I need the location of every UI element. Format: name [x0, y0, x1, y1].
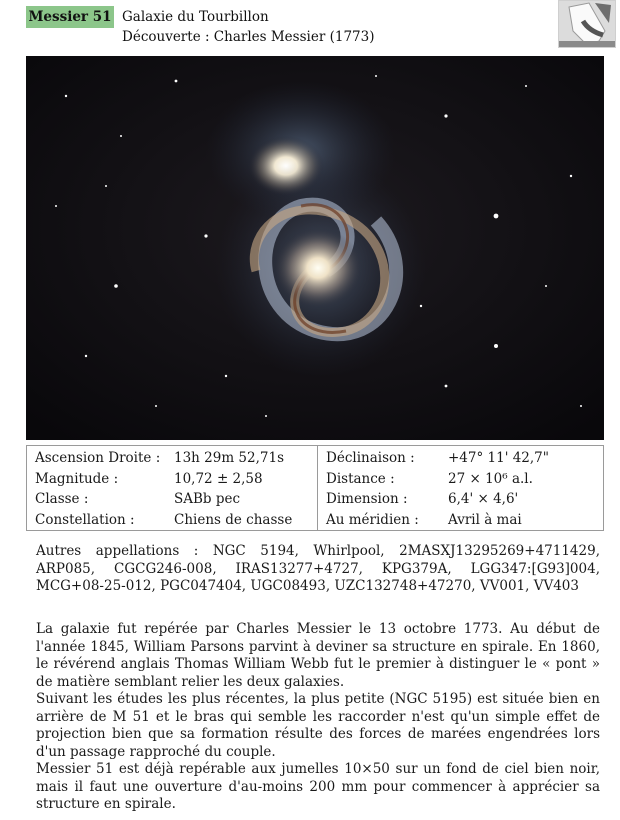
object-name: Galaxie du Tourbillon: [122, 9, 269, 25]
value-constellation: Chiens de chasse: [174, 512, 293, 528]
description-paragraph-1: La galaxie fut repérée par Charles Messier le 13 octobre 1773. Au début de l'année 1845, William Parsons parvint à deviner sa structure en spirale. En 1860, le révérend anglais Thomas William Webb fut le premier à distinguer le « pont » de matière semblant relier les deux galaxies.: [36, 621, 600, 690]
description-paragraph-2: Suivant les études les plus récentes, la plus petite (NGC 5195) est située bien en arrière de M 51 et le bras qui semble les raccorder n'est qu'un simple effet de projection bien que sa formation résulte des forces de marées engendrées lors d'un passage rapproché du couple.: [36, 691, 600, 760]
label-meridian: Au méridien :: [326, 512, 419, 528]
value-meridian: Avril à mai: [448, 512, 522, 528]
value-dimension: 6,4' × 4,6': [448, 491, 519, 507]
header: [26, 6, 616, 50]
value-magnitude: 10,72 ± 2,58: [174, 471, 263, 487]
discovery-line: Découverte : Charles Messier (1773): [122, 29, 375, 45]
other-designations: Autres appellations : NGC 5194, Whirlpool, 2MASXJ13295269+4711429, ARP085, CGCG246-008, IRAS13277+4727, KPG379A, LGG347:[G93]004, MCG+08-25-012, PGC047404, UGC08493, UZC132748+47270, VV001, VV403: [36, 543, 600, 594]
label-distance: Distance :: [326, 471, 395, 487]
label-right-ascension: Ascension Droite :: [35, 450, 161, 466]
description: [36, 621, 600, 814]
coordinates-table: [26, 445, 604, 531]
label-magnitude: Magnitude :: [35, 471, 119, 487]
galaxy-image: [26, 56, 604, 440]
messier-badge: Messier 51: [26, 6, 114, 28]
label-constellation: Constellation :: [35, 512, 135, 528]
galaxy-photo: [26, 56, 604, 440]
label-dimension: Dimension :: [326, 491, 408, 507]
value-class: SABb pec: [174, 491, 241, 507]
value-declination: +47° 11' 42,7": [448, 450, 549, 466]
description-paragraph-3: Messier 51 est déjà repérable aux jumelles 10×50 sur un fond de ciel bien noir, mais il faut une ouverture d'au-moins 200 mm pour commencer à apprécier sa structure en spirale.: [36, 761, 600, 812]
telescope-icon: [559, 1, 616, 48]
value-right-ascension: 13h 29m 52,71s: [174, 450, 285, 466]
label-class: Classe :: [35, 491, 89, 507]
telescope-thumbnail: [558, 0, 616, 48]
table-divider: [317, 446, 318, 530]
value-distance: 27 × 10⁶ a.l.: [448, 471, 533, 487]
label-declination: Déclinaison :: [326, 450, 415, 466]
